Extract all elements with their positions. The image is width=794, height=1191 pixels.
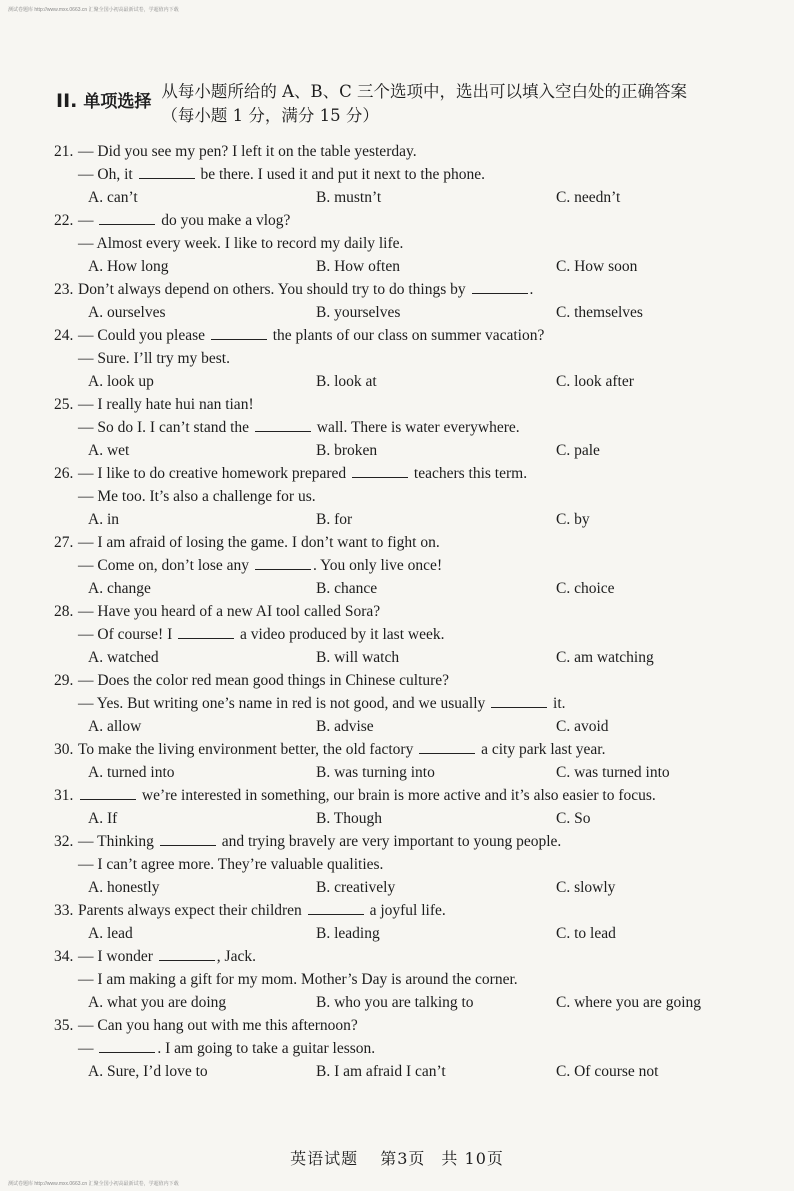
page-footer [0, 1146, 794, 1169]
option-b: B. look at [316, 373, 377, 390]
option-a: A. watched [88, 649, 159, 666]
option-c: C. So [556, 810, 591, 827]
question-item [54, 209, 754, 278]
question-line [54, 1037, 754, 1060]
option-c: C. avoid [556, 718, 609, 735]
question-line [54, 485, 754, 508]
option-row [54, 922, 754, 945]
option-c: C. Of course not [556, 1063, 659, 1080]
question-text: — Come on, don’t lose any [78, 557, 253, 574]
question-text: — Have you heard of a new AI tool called Sora? [78, 603, 381, 620]
option-a: A. How long [88, 258, 169, 275]
answer-blank [255, 568, 311, 570]
watermark-top: 测试卷题库 http://www.mxx.0663.cn 汇聚全国小初高最新试卷，学超值内下载 [8, 7, 179, 13]
option-b: B. creatively [316, 879, 396, 896]
option-c: C. to lead [556, 925, 616, 942]
question-item [54, 830, 754, 899]
question-text: the plants of our class on summer vacation? [268, 327, 545, 344]
option-b: B. broken [316, 442, 378, 459]
question-text: — I can’t agree more. They’re valuable qualities. [78, 856, 384, 873]
question-text: To make the living environment better, the old factory [78, 741, 418, 758]
question-text: — Thinking [78, 833, 158, 850]
question-text: — I like to do creative homework prepared [78, 465, 351, 482]
question-text: , Jack. [216, 948, 256, 965]
option-b: B. Though [316, 810, 383, 827]
question-text: a city park last year. [477, 741, 606, 758]
question-line [54, 393, 754, 416]
question-text: . You only live once! [312, 557, 443, 574]
option-a: A. allow [88, 718, 142, 735]
question-item [54, 462, 754, 531]
answer-blank [159, 959, 215, 961]
question-line [54, 462, 754, 485]
question-number: 23. [54, 281, 74, 298]
option-a: A. in [88, 511, 119, 528]
footer-total: 共 10页 [441, 1149, 504, 1168]
question-item [54, 945, 754, 1014]
option-b: B. advise [316, 718, 374, 735]
question-text: — I really hate hui nan tian! [78, 396, 254, 413]
question-line [54, 623, 754, 646]
option-c: C. How soon [556, 258, 638, 275]
question-number: 25. [54, 396, 74, 413]
question-text: . I am going to take a guitar lesson. [157, 1040, 376, 1057]
option-b: B. mustn’t [316, 189, 382, 206]
question-text: it. [549, 695, 566, 712]
question-line [54, 232, 754, 255]
answer-blank [178, 637, 234, 639]
option-row [54, 301, 754, 324]
answer-blank [308, 913, 364, 915]
option-row [54, 186, 754, 209]
answer-blank [491, 706, 547, 708]
footer-page: 第3页 [380, 1149, 426, 1168]
option-c: C. needn’t [556, 189, 621, 206]
question-number: 26. [54, 465, 74, 482]
question-item [54, 899, 754, 945]
option-c: C. by [556, 511, 590, 528]
question-line [54, 324, 754, 347]
option-row [54, 577, 754, 600]
option-a: A. can’t [88, 189, 138, 206]
option-a: A. lead [88, 925, 133, 942]
question-text: — Oh, it [78, 166, 137, 183]
question-text: Don’t always depend on others. You should try to do things by [78, 281, 470, 298]
question-line [54, 692, 754, 715]
option-row [54, 761, 754, 784]
question-text: — Can you hang out with me this afternoon? [78, 1017, 358, 1034]
question-number: 35. [54, 1017, 74, 1034]
question-text: — [78, 212, 98, 229]
option-row [54, 508, 754, 531]
question-line [54, 899, 754, 922]
question-line [54, 140, 754, 163]
option-b: B. who you are talking to [316, 994, 474, 1011]
option-c: C. choice [556, 580, 615, 597]
section-label [56, 89, 151, 114]
option-c: C. where you are going [556, 994, 702, 1011]
question-number: 31. [54, 787, 74, 804]
section-number: II. [56, 90, 78, 112]
option-b: B. How often [316, 258, 400, 275]
question-line [54, 1014, 754, 1037]
answer-blank [99, 223, 155, 225]
option-a: A. look up [88, 373, 154, 390]
question-text: a video produced by it last week. [236, 626, 445, 643]
question-text: — [78, 1040, 98, 1057]
option-a: A. ourselves [88, 304, 166, 321]
question-line [54, 209, 754, 232]
question-number: 27. [54, 534, 74, 551]
question-text: — I am afraid of losing the game. I don’t want to fight on. [78, 534, 440, 551]
option-row [54, 991, 754, 1014]
question-text: — Did you see my pen? I left it on the table yesterday. [78, 143, 417, 160]
question-line [54, 600, 754, 623]
question-item [54, 600, 754, 669]
option-c: C. was turned into [556, 764, 670, 781]
question-number: 30. [54, 741, 74, 758]
answer-blank [139, 177, 195, 179]
question-item [54, 738, 754, 784]
question-number: 34. [54, 948, 74, 965]
question-line [54, 784, 754, 807]
question-item [54, 1014, 754, 1083]
option-a: A. turned into [88, 764, 175, 781]
option-b: B. leading [316, 925, 380, 942]
question-number: 24. [54, 327, 74, 344]
section-header [56, 80, 756, 128]
option-row [54, 807, 754, 830]
question-line [54, 853, 754, 876]
question-number: 22. [54, 212, 74, 229]
watermark-bottom: 测试卷题库 http://www.mxx.0663.cn 汇聚全国小初高最新试卷，学超值内下载 [8, 1181, 179, 1187]
question-text: — Of course! I [78, 626, 177, 643]
question-line [54, 163, 754, 186]
question-text: — I am making a gift for my mom. Mother’s Day is around the corner. [78, 971, 518, 988]
question-text: — Does the color red mean good things in Chinese culture? [78, 672, 450, 689]
question-line [54, 968, 754, 991]
answer-blank [80, 798, 136, 800]
option-a: A. wet [88, 442, 130, 459]
question-number: 29. [54, 672, 74, 689]
question-text: — Me too. It’s also a challenge for us. [78, 488, 316, 505]
question-line [54, 416, 754, 439]
question-text: do you make a vlog? [157, 212, 291, 229]
question-text: — Almost every week. I like to record my daily life. [78, 235, 404, 252]
question-text: . [529, 281, 534, 298]
answer-blank [472, 292, 528, 294]
question-item [54, 784, 754, 830]
footer-subject: 英语试题 [290, 1149, 359, 1168]
answer-blank [255, 430, 311, 432]
option-row [54, 876, 754, 899]
option-b: B. yourselves [316, 304, 401, 321]
option-b: B. for [316, 511, 353, 528]
question-number: 32. [54, 833, 74, 850]
option-a: A. Sure, I’d love to [88, 1063, 208, 1080]
option-c: C. pale [556, 442, 600, 459]
option-row [54, 646, 754, 669]
question-item [54, 278, 754, 324]
question-text: Parents always expect their children [78, 902, 306, 919]
answer-blank [99, 1051, 155, 1053]
option-row [54, 370, 754, 393]
option-a: A. change [88, 580, 151, 597]
question-text: teachers this term. [410, 465, 528, 482]
question-text: — Sure. I’ll try my best. [78, 350, 230, 367]
option-b: B. was turning into [316, 764, 435, 781]
option-b: B. chance [316, 580, 378, 597]
question-text: a joyful life. [365, 902, 446, 919]
question-line [54, 738, 754, 761]
question-text: we’re interested in something, our brain is more active and it’s also easier to focus. [138, 787, 656, 804]
option-a: A. honestly [88, 879, 160, 896]
option-c: C. am watching [556, 649, 654, 666]
question-line [54, 669, 754, 692]
option-b: B. I am afraid I can’t [316, 1063, 446, 1080]
option-b: B. will watch [316, 649, 400, 666]
question-line [54, 830, 754, 853]
question-item [54, 393, 754, 462]
question-text: wall. There is water everywhere. [312, 419, 520, 436]
answer-blank [160, 844, 216, 846]
question-text: — Yes. But writing one’s name in red is not good, and we usually [78, 695, 490, 712]
question-text: be there. I used it and put it next to the phone. [196, 166, 485, 183]
question-line [54, 531, 754, 554]
section-title: 单项选择 [83, 92, 152, 112]
option-row [54, 1060, 754, 1083]
question-item [54, 324, 754, 393]
question-item [54, 531, 754, 600]
option-a: A. what you are doing [88, 994, 227, 1011]
answer-blank [211, 338, 267, 340]
option-row [54, 715, 754, 738]
option-a: A. If [88, 810, 118, 827]
question-line [54, 554, 754, 577]
question-list [54, 140, 754, 1083]
question-line [54, 278, 754, 301]
option-c: C. themselves [556, 304, 643, 321]
answer-blank [419, 752, 475, 754]
question-item [54, 140, 754, 209]
question-text: and trying bravely are very important to young people. [217, 833, 562, 850]
question-line [54, 945, 754, 968]
question-number: 28. [54, 603, 74, 620]
answer-blank [352, 476, 408, 478]
option-c: C. look after [556, 373, 634, 390]
question-text: — So do I. I can’t stand the [78, 419, 253, 436]
section-instruction: 从每小题所给的 A、B、C 三个选项中，选出可以填入空白处的正确答案（每小题 1 分，满分 15 分） [161, 82, 688, 125]
option-row [54, 255, 754, 278]
question-number: 33. [54, 902, 74, 919]
question-text: — I wonder [78, 948, 157, 965]
question-line [54, 347, 754, 370]
question-item [54, 669, 754, 738]
option-c: C. slowly [556, 879, 616, 896]
option-row [54, 439, 754, 462]
question-text: — Could you please [78, 327, 209, 344]
question-number: 21. [54, 143, 74, 160]
